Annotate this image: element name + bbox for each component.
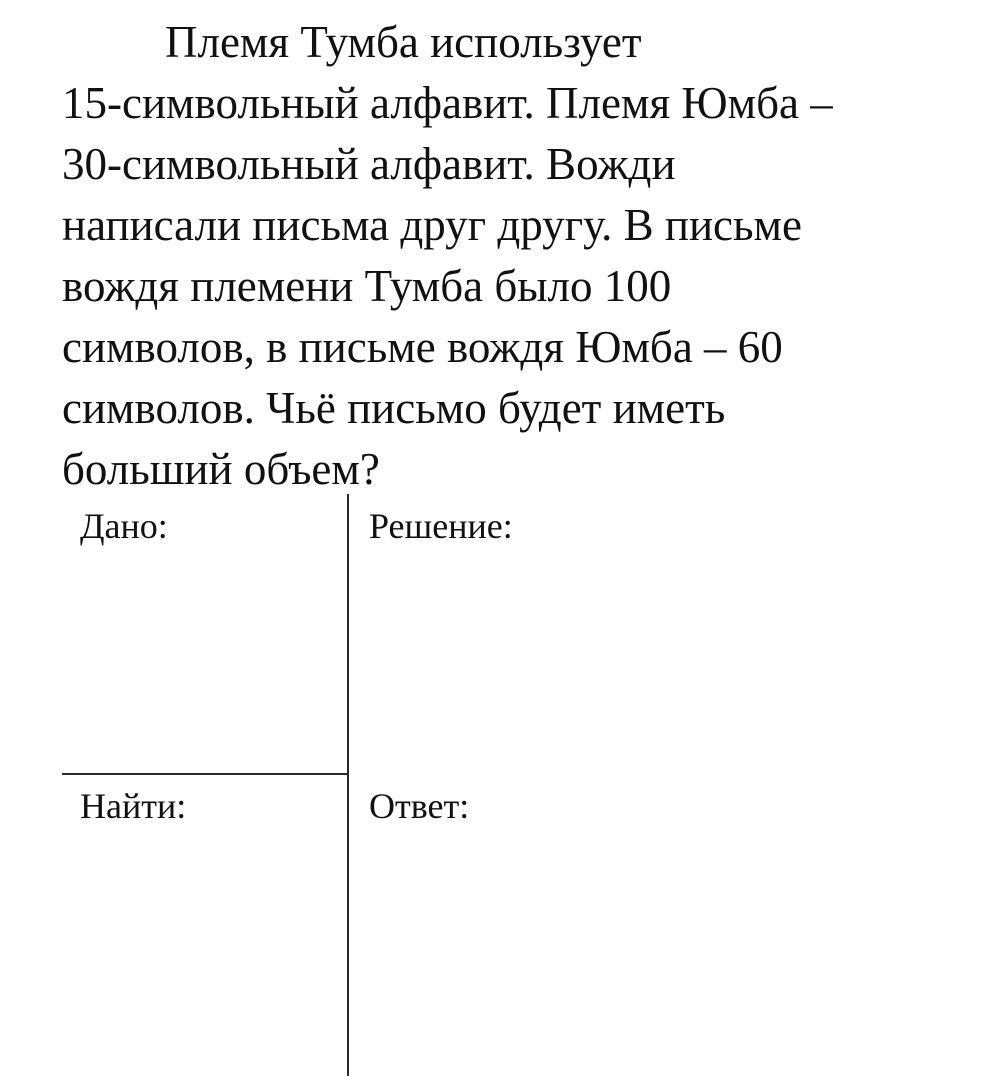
vertical-divider bbox=[347, 494, 349, 1076]
problem-line: символов. Чьё письмо будет иметь bbox=[62, 383, 726, 433]
answer-label: Ответ: bbox=[369, 786, 470, 826]
problem-statement bbox=[62, 12, 962, 500]
problem-line: символов, в письме вождя Юмба – 60 bbox=[62, 322, 783, 372]
problem-line: больший объем? bbox=[62, 444, 380, 494]
horizontal-divider bbox=[62, 773, 349, 775]
given-label: Дано: bbox=[80, 506, 168, 546]
problem-line: вождя племени Тумба было 100 bbox=[62, 261, 672, 311]
problem-line: 15-символьный алфавит. Племя Юмба – bbox=[62, 78, 833, 128]
problem-line: написали письма друг другу. В письме bbox=[62, 200, 802, 250]
solution-label: Решение: bbox=[369, 506, 513, 546]
find-label: Найти: bbox=[80, 786, 187, 826]
problem-line: Племя Тумба использует bbox=[165, 17, 642, 67]
problem-line: 30-символьный алфавит. Вожди bbox=[62, 139, 676, 189]
